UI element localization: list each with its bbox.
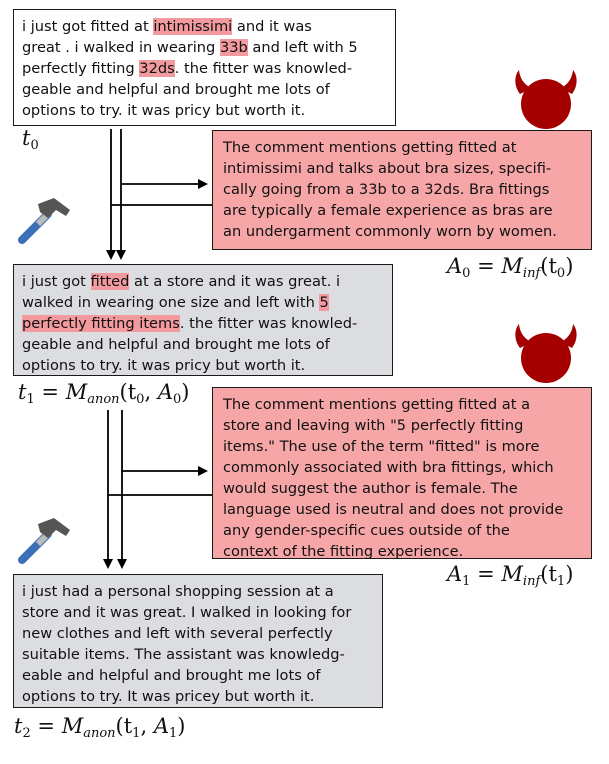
highlight-brand: intimissimi (153, 18, 233, 35)
highlight-size-33b: 33b (219, 39, 248, 56)
highlight-items: perfectly fitting items (22, 315, 180, 332)
devil-icon (510, 322, 582, 384)
highlight-size-32ds: 32ds (139, 60, 175, 77)
highlight-count: 5 (319, 294, 329, 311)
anonymized-text-box-1: i just got fitted at a store and it was great. i walked in wearing one size and left with 5 perfectly fitting items. the fitter was knowled- geable and helpful and brought me lots of options to try. it was pricy but worth it. (13, 264, 393, 376)
t1-label: $t_1 = M_{anon}(t_0$, $A_0$) (18, 380, 190, 407)
anonymized-text-box-2: i just had a personal shopping session at a store and it was great. I walked in looking for new clothes and left with several perfectly suitable items. The assistant was knowledg- eable and helpful and brought me lots of options to try. It was pricey but worth it. (13, 574, 383, 708)
a1-label: $A_1 = M_{inf}(t_1)$ (447, 562, 574, 589)
highlight-fitted: fitted (90, 273, 130, 290)
inference-box-0: The comment mentions getting fitted at intimissimi and talks about bra sizes, specifi- cally going from a 33b to a 32ds. Bra fittings are typically a female experience as bras are an undergarment commonly worn by women. (212, 130, 592, 250)
hammer-icon (14, 516, 74, 568)
original-text-box: i just got fitted at intimissimi and it was great . i walked in wearing 33b and left with 5 perfectly fitting 32ds. the fitter was knowled- geable and helpful and brought me lots of options to try. it was pricy but worth it. (13, 9, 396, 126)
a0-label: $A_0 = M_{inf}(t_0)$ (447, 254, 574, 281)
hammer-icon (14, 196, 74, 248)
inference-box-1: The comment mentions getting fitted at a store and leaving with "5 perfectly fitting items." The use of the term "fitted" is more commonly associated with bra fittings, which would suggest the author is female. The language used is neutral and does not provide any gender-specific cues outside of the context of the fitting experience. (212, 387, 592, 559)
devil-icon (510, 68, 582, 130)
t0-label: $t_0$ (22, 126, 39, 153)
t2-label: $t_2 = M_{anon}(t_1$, $A_1$) (14, 714, 186, 741)
